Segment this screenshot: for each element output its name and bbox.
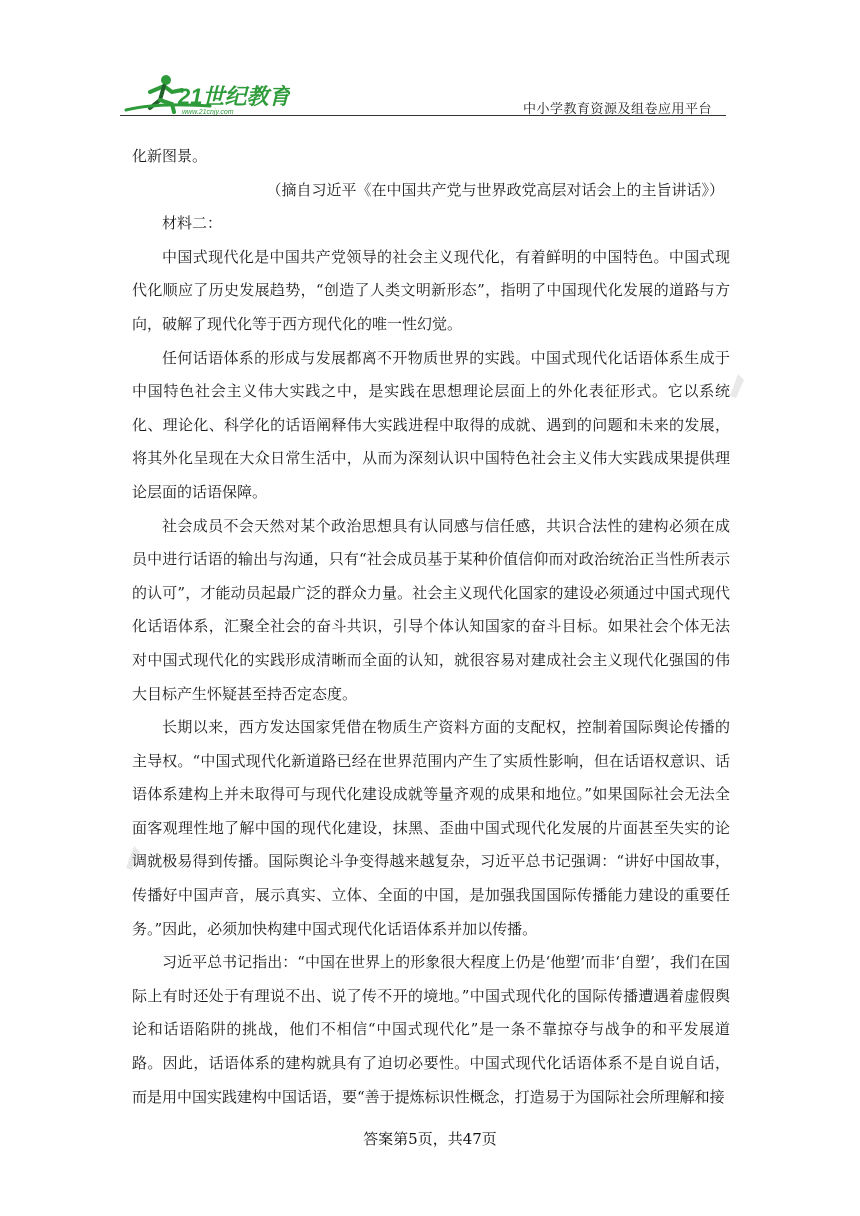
logo-icon (120, 70, 290, 116)
platform-name: 中小学教育资源及组卷应用平台 (522, 102, 712, 117)
document-body (132, 140, 730, 1114)
header-divider (120, 115, 726, 116)
logo (120, 70, 290, 116)
paragraph-5: 习近平总书记指出：“中国在世界上的形象很大程度上仍是‘他塑’而非‘自塑’，我们在国际上有时还处于有理说不出、说了传不开的境地。”中国式现代化的国际传播遭遇着虚假舆论和话语陷阱的挑战，他们不相信“中国式现代化”是一条不靠掠夺与战争的和平发展道路。因此，话语体系的建构就具有了迫切必要性。中国式现代化话语体系不是自说自话，而是用中国实践建构中国话语，要“善于提炼标识性概念，打造易于为国际社会所理解和接 (132, 953, 730, 1106)
page-header (120, 62, 726, 118)
paragraph-continuation: 化新图景。 (132, 147, 208, 165)
paragraph-1: 中国式现代化是中国共产党领导的社会主义现代化，有着鲜明的中国特色。中国式现代化顺应了历史发展趋势，“创造了人类文明新形态”，指明了中国现代化发展的道路与方向，破解了现代化等于西方现代化的唯一性幻觉。 (132, 247, 730, 333)
section-heading: 材料二： (162, 214, 223, 233)
watermark-icon (122, 842, 144, 872)
paragraph-4: 长期以来，西方发达国家凭借在物质生产资料方面的支配权，控制着国际舆论传播的主导权。“中国式现代化新道路已经在世界范围内产生了实质性影响，但在话语权意识、话语体系建构上并未取得可与现代化建设成就等量齐观的成果和地位。”如果国际社会无法全面客观理性地了解中国的现代化建设，抹黑、歪曲中国式现代化发展的片面甚至失实的论调就极易得到传播。国际舆论斗争变得越来越复杂，习近平总书记强调：“讲好中国故事，传播好中国声音，展示真实、立体、全面的中国，是加强我国国际传播能力建设的重要任务。”因此，必须加快构建中国式现代化话语体系并加以传播。 (132, 718, 730, 938)
watermark-icon (726, 370, 748, 400)
paragraph-2: 任何话语体系的形成与发展都离不开物质世界的实践。中国式现代化话语体系生成于中国特色社会主义伟大实践之中，是实践在思想理论层面上的外化表征形式。它以系统化、理论化、科学化的话语阐释伟大实践进程中取得的成就、遇到的问题和未来的发展，将其外化呈现在大众日常生活中，从而为深刻认识中国特色社会主义伟大实践成果提供理论层面的话语保障。 (132, 348, 730, 501)
logo-url: www.21cnjy.com (182, 109, 234, 116)
page-number: 答案第5页，共47页 (363, 1130, 497, 1148)
paragraph-3: 社会成员不会天然对某个政治思想具有认同感与信任感，共识合法性的建构必须在成员中进行话语的输出与沟通，只有“社会成员基于某种价值信仰而对政治统治正当性所表示的认可”，才能动员起最广泛的群众力量。社会主义现代化国家的建设必须通过中国式现代化话语体系，汇聚全社会的奋斗共识，引导个体认知国家的奋斗目标。如果社会个体无法对中国式现代化的实践形成清晰而全面的认知，就很容易对建成社会主义现代化强国的伟大目标产生怀疑甚至持否定态度。 (132, 516, 730, 703)
citation-source: （摘自习近平《在中国共产党与世界政党高层对话会上的主旨讲话》） (266, 180, 724, 199)
logo-wordmark: 21世纪教育 (178, 84, 290, 109)
